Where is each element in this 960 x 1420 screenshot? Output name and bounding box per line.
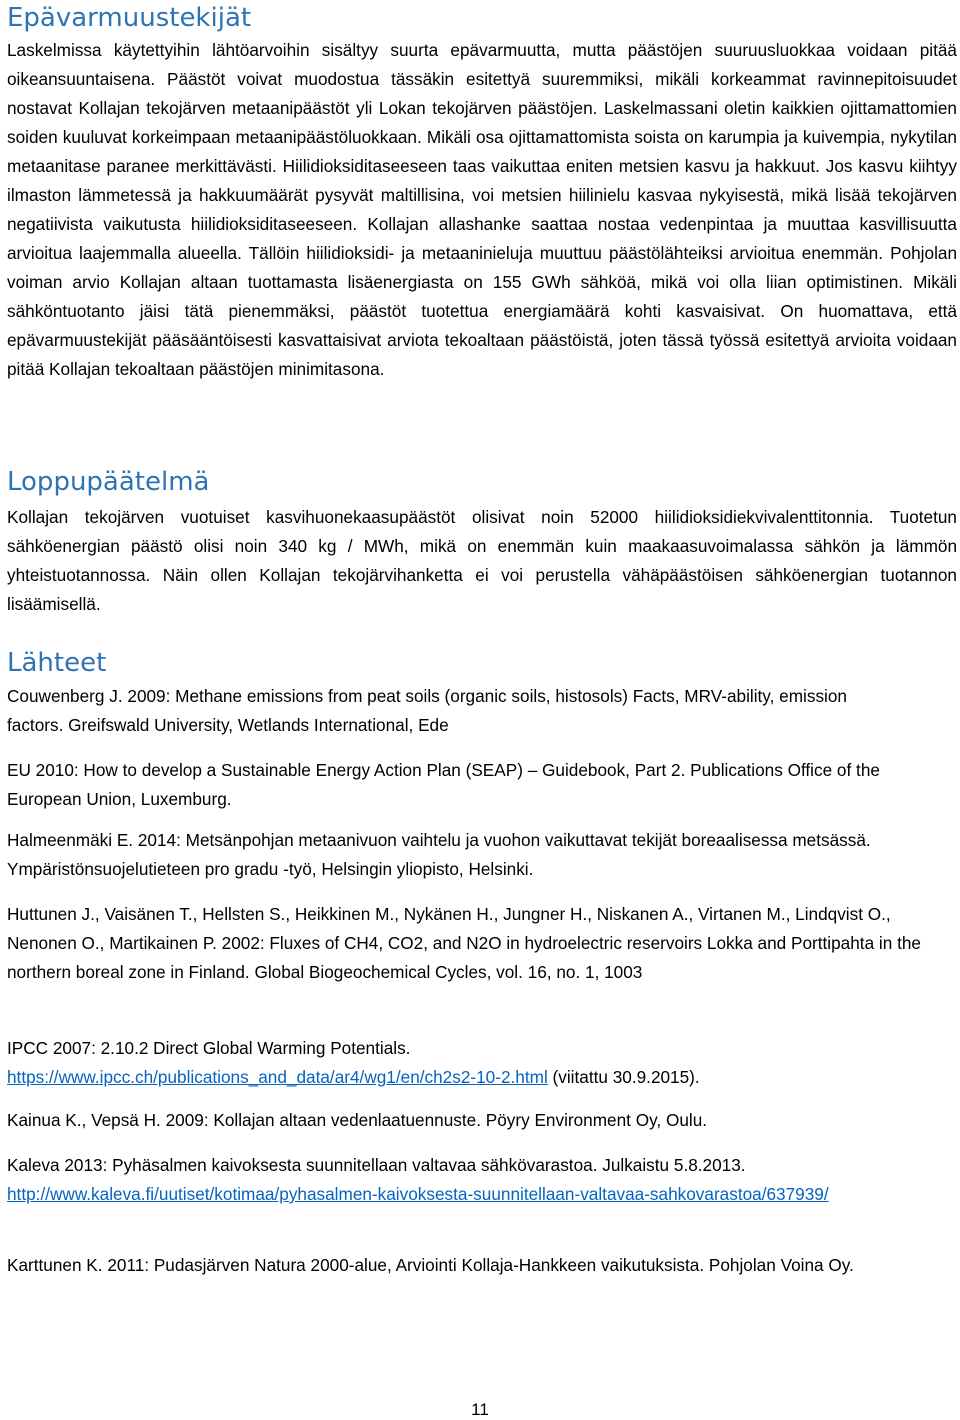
reference-text: Huttunen J., Vaisänen T., Hellsten S., Heikkinen M., Nykänen H., Jungner H., Niskanen A., Virtanen M., Lindqvist O., Nenonen O., Martikainen P. 2002: Fluxes of CH4, CO2, and N2O in hydroelectric reservoirs Lokka and Porttipahta in the northern boreal zone in Finland. Global Biogeochemical Cycles, vol. 16, no. 1, 1003	[7, 904, 921, 982]
paragraph-uncertainty: Laskelmissa käytettyihin lähtöarvoihin sisältyy suurta epävarmuutta, mutta päästöjen suuruusluokkaa voidaan pitää oikeansuuntaisena. Päästöt voivat muodostua tässäkin esitettyä suuremmiksi, mikäli korkeammat ravinnepitoisuudet nostavat Kollajan tekojärven metaanipäästöt yli Lokan tekojärven päästöjen. Laskelmassani oletin kaikkien ojittamattomien soiden kuuluvat korkeimpaan metaanipäästöluokkaan. Mikäli osa ojittamattomista soista on karumpia ja kuivempia, nykytilan metaanitase paranee merkittävästi. Hiilidioksiditaseeseen taas vaikuttaa eniten metsien kasvu ja hakkuut. Jos kasvu kiihtyy ilmaston lämmetessä ja hakkuumäärät pysyvät maltillisina, voi metsien hiilinielu kasvaa nykyisestä, mikä lisää tekojärven negatiivista vaikutusta hiilidioksiditaseeseen. Kollajan allashanke saattaa nostaa vedenpintaa ja muuttaa kasvillisuutta arvioitua laajemmalla alueella. Tällöin hiilidioksidi- ja metaaninieluja muuttuu päästölähteiksi arvioitua enemmän. Pohjolan voiman arvio Kollajan altaan tuottamasta lisäenergiasta on 155 GWh sähköä, mikä voi olla liian optimistinen. Mikäli sähköntuotanto jäisi tätä pienemmäksi, päästöt tuotettua energiamäärä kohti kasvaisivat. On huomattava, että epävarmuustekijät pääsääntöisesti kasvattaisivat arviota tekoaltaan päästöistä, joten tässä työssä esitettyä arvioita voidaan pitää Kollajan tekoaltaan päästöjen minimitasona.	[7, 40, 957, 379]
heading-conclusion: Loppupäätelmä	[7, 467, 210, 497]
reference-text: Kainua K., Vepsä H. 2009: Kollajan altaan vedenlaatuennuste. Pöyry Environment Oy, Oulu.	[7, 1110, 708, 1130]
reference-text: Karttunen K. 2011: Pudasjärven Natura 2000-alue, Arviointi Kollaja-Hankkeen vaikutuksista. Pohjolan Voina Oy.	[7, 1255, 854, 1275]
reference-text: IPCC 2007: 2.10.2 Direct Global Warming Potentials.	[7, 1038, 411, 1058]
reference-link-kaleva[interactable]: http://www.kaleva.fi/uutiset/kotimaa/pyhasalmen-kaivoksesta-suunnitellaan-valtavaa-sahkovarastoa/637939/	[7, 1184, 829, 1204]
page-number: 11	[471, 1400, 489, 1419]
reference-text: Couwenberg J. 2009: Methane emissions from peat soils (organic soils, histosols) Facts, MRV-ability, emission factors. Greifswald University, Wetlands International, Ede	[7, 686, 847, 735]
reference-text: Kaleva 2013: Pyhäsalmen kaivoksesta suunnitellaan valtavaa sähkövarastoa. Julkaistu 5.8.2013.	[7, 1155, 746, 1175]
reference-item	[7, 900, 942, 987]
reference-text: EU 2010: How to develop a Sustainable Energy Action Plan (SEAP) – Guidebook, Part 2. Publications Office of the European Union, Luxemburg.	[7, 760, 880, 809]
reference-access-date: (viitattu 30.9.2015).	[547, 1067, 700, 1087]
reference-item	[7, 1251, 952, 1280]
paragraph-conclusion: Kollajan tekojärven vuotuiset kasvihuonekaasupäästöt olisivat noin 52000 hiilidioksidiekvivalenttitonnia. Tuotetun sähköenergian päästö olisi noin 340 kg / MWh, mikä on enemmän kuin maakaasuvoimalassa sähkön ja lämmön yhteistuotannossa. Näin ollen Kollajan tekojärvihanketta ei voi perustella vähäpäästöisen sähköenergian tuotannon lisäämisellä.	[7, 507, 957, 614]
reference-link-ipcc[interactable]: https://www.ipcc.ch/publications_and_data/ar4/wg1/en/ch2s2-10-2.html	[7, 1067, 548, 1087]
reference-item	[7, 682, 907, 740]
reference-item	[7, 1106, 952, 1135]
reference-item	[7, 756, 952, 814]
reference-text: Halmeenmäki E. 2014: Metsänpohjan metaanivuon vaihtelu ja vuohon vaikuttavat tekijät boreaalisessa metsässä. Ympäristönsuojelutieteen pro gradu -työ, Helsingin yliopisto, Helsinki.	[7, 830, 871, 879]
reference-item	[7, 1034, 952, 1092]
reference-item	[7, 826, 927, 884]
heading-uncertainty: Epävarmuustekijät	[7, 3, 252, 33]
reference-item	[7, 1151, 877, 1209]
heading-sources: Lähteet	[7, 648, 107, 678]
